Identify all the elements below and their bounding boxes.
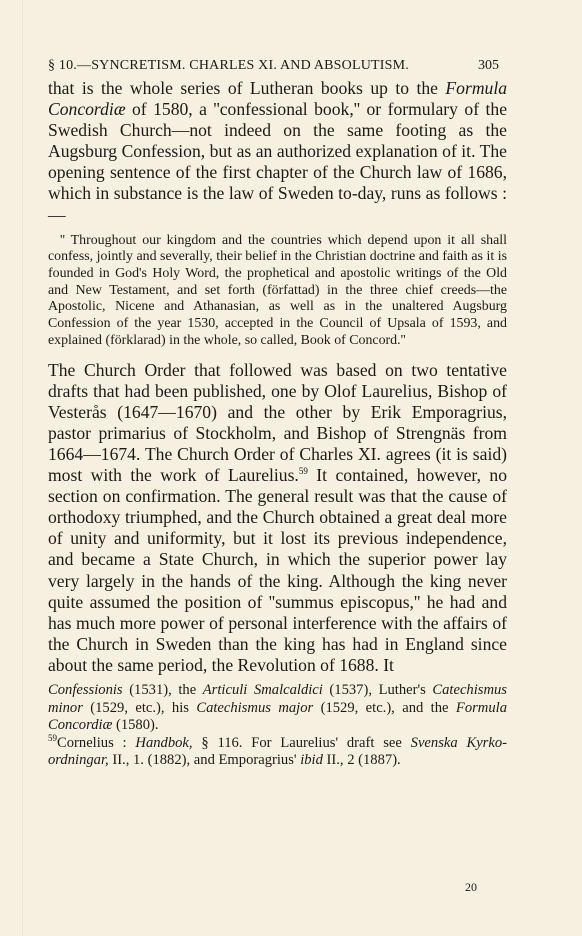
fn-text: (1580). xyxy=(112,717,159,734)
fn-text: (1537), Luther's xyxy=(322,681,433,698)
fn-title-catechismus-major: Catechismus major xyxy=(196,699,314,716)
fn-text: Cornelius : xyxy=(57,734,136,751)
fn-title-handbok: Handbok, xyxy=(135,734,193,751)
fn-title-catechismus-minor: Catechismus minor xyxy=(48,681,507,716)
fn-title-ibid: ibid xyxy=(300,752,323,769)
footnote-59-number: 59 xyxy=(48,732,57,743)
fn-text: § 116. For Laurelius' draft see xyxy=(192,734,411,751)
paragraph-2-text-a: The Church Order that followed was based on two tentative drafts that had been published, one by Olof Laurelius, Bishop of Vesterås (1647—1670) and the other by Erik Emporagrius, pastor primarius of Stockholm, and Bishop of Strengnäs from 1664—1674. The Church Order of Charles XI. agrees (it is said) most with the work of Laurelius. xyxy=(48,359,507,486)
fn-title-formula: Formula Concordiæ xyxy=(48,699,507,734)
fn-title-confessionis: Confessionis xyxy=(48,681,123,698)
paragraph-2-text-b: It contained, however, no section on confirmation. The general result was that the cause of orthodoxy triumphed, and the Church obtained a great deal more of unity and uniformity, but it lost its previous independence, and became a State Church, in which the superior power lay very largely in the hands of the king. Although the king never quite assumed the position of ''summus episcopus,'' he had and has much more power of personal interference with the affairs of the Church in Sweden than the king has had in England since about the same period, the Revolution of 1688. It xyxy=(48,465,507,675)
page-number: 305 xyxy=(478,58,499,73)
footnotes xyxy=(48,682,507,770)
fn-text: (1529, etc.), and the xyxy=(313,699,456,716)
running-header: § 10.—SYNCRETISM. CHARLES XI. AND ABSOLUTISM. xyxy=(48,58,409,73)
page-gutter xyxy=(22,0,23,936)
fn-text: (1529, etc.), his xyxy=(82,699,197,716)
fn-text: II., 2 (1887). xyxy=(322,752,401,769)
footnote-59 xyxy=(48,732,507,770)
footnote-ref-59: 59 xyxy=(298,466,308,477)
paragraph-2 xyxy=(48,360,507,676)
paragraph-1-text-a: that is the whole series of Lutheran books up to the xyxy=(48,78,446,98)
formula-concordiae-title: Formula Concordiæ xyxy=(48,78,507,120)
page-body xyxy=(48,78,507,770)
paragraph-1-text-b: of 1580, a ''confessional book,'' or formulary of the Swedish Church—not indeed on the same footing as the Augsburg Confession, but as an authorized explanation of it. The opening sentence of the first chapter of the Church law of 1686, which in substance is the law of Sweden to-day, runs as follows :— xyxy=(48,99,507,225)
footnote-continued xyxy=(48,682,507,735)
fn-title-articuli: Articuli Smalcaldici xyxy=(202,681,323,698)
block-quote xyxy=(48,233,507,350)
fn-text: II., 1. (1882), and Emporagrius' xyxy=(108,752,301,769)
paragraph-1 xyxy=(48,78,507,226)
block-quote-text: '' Throughout our kingdom and the countries which depend upon it all shall confess, jointly and severally, their belief in the Christian doctrine and faith as it is founded in God's Holy Word, the prophetical and apostolic writings of the Old and New Testament, and set forth (författad) in the three chief creeds—the Apostolic, Nicene and Athanasian, as well as in the unaltered Augsburg Confession of the year 1530, accepted in the Council of Upsala of 1593, and explained (förklarad) in the whole, so called, Book of Concord.'' xyxy=(48,232,507,348)
fn-title-svenska: Svenska Kyrko-ordningar, xyxy=(48,734,507,769)
fn-text: (1531), the xyxy=(122,681,203,698)
signature-mark: 20 xyxy=(465,880,477,894)
